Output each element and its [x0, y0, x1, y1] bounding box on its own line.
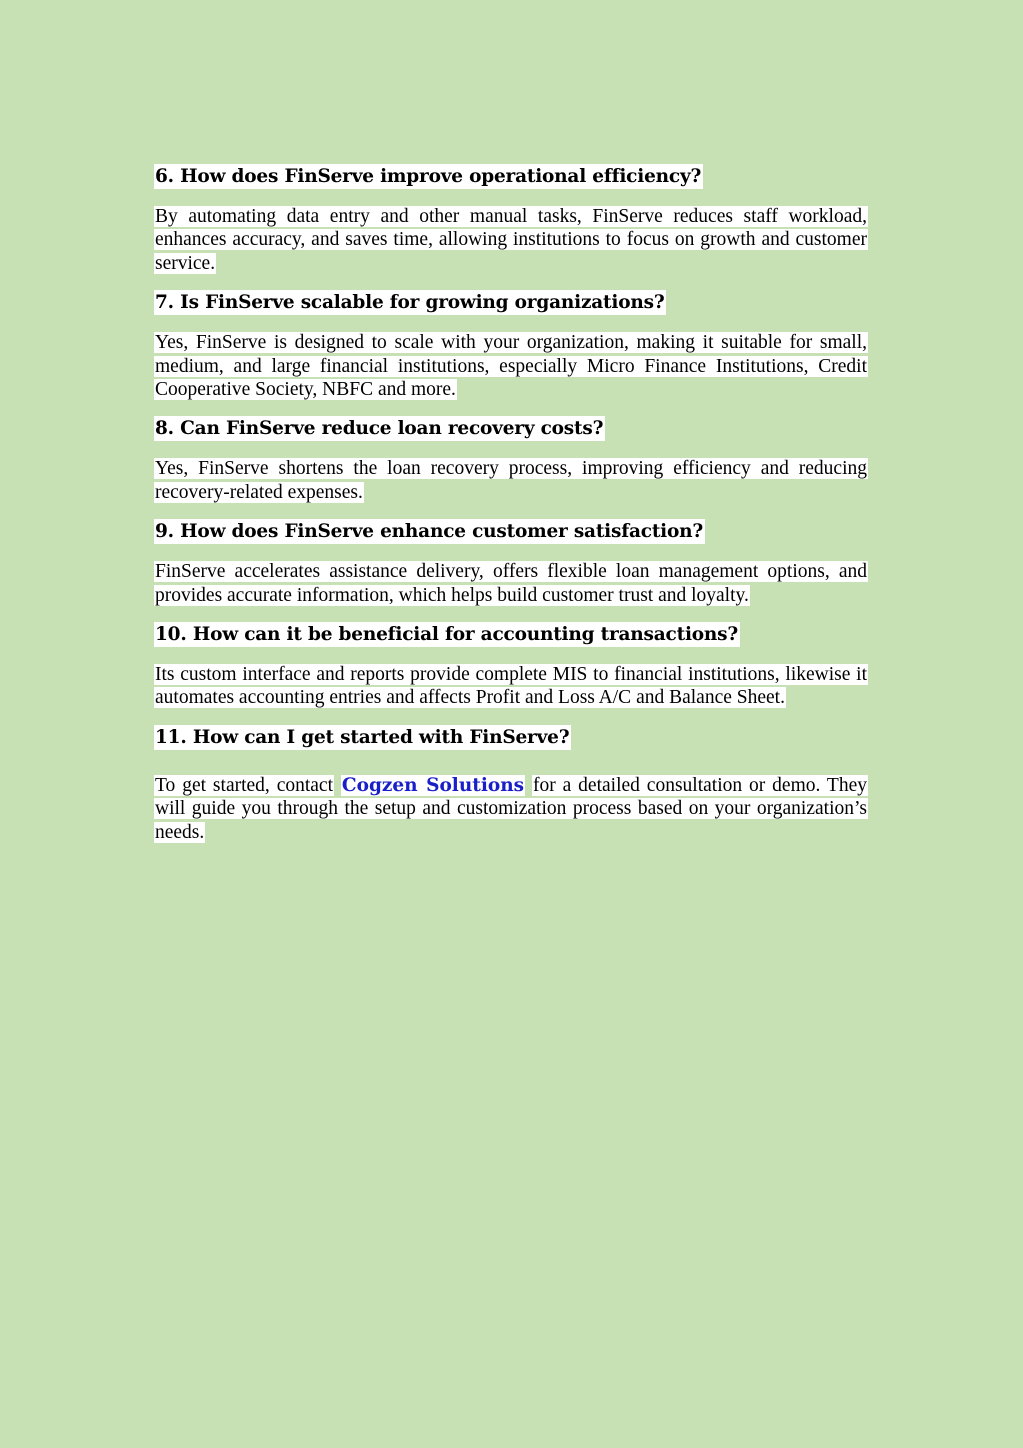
faq-question: [154, 621, 868, 649]
faq-question-text: 10. How can it be beneficial for accounting transactions?: [155, 624, 739, 646]
faq-question: [154, 518, 868, 546]
faq-answer-text: FinServe accelerates assistance delivery, offers flexible loan management options, and provides accurate information, which helps build customer trust and loyalty.: [155, 561, 867, 606]
faq-answer-text-before: To get started, contact: [155, 774, 333, 796]
faq-item-11: [154, 724, 868, 844]
faq-item-7: [154, 289, 868, 401]
faq-answer: [154, 457, 868, 504]
faq-question: [154, 289, 868, 317]
faq-answer: [154, 560, 868, 607]
faq-question-text: 9. How does FinServe enhance customer satisfaction?: [155, 521, 704, 543]
faq-question-text: 8. Can FinServe reduce loan recovery costs?: [155, 418, 604, 440]
faq-answer-text-after: for a detailed consultation or demo. They will guide you through the setup and customization process based on your organization’s needs.: [155, 774, 867, 843]
faq-question-text: 7. Is FinServe scalable for growing organizations?: [155, 292, 665, 314]
faq-question-text: 6. How does FinServe improve operational efficiency?: [155, 166, 702, 187]
faq-answer: [154, 774, 868, 844]
faq-item-8: [154, 415, 868, 504]
cogzen-solutions-link[interactable]: Cogzen Solutions: [341, 774, 525, 796]
faq-answer: [154, 663, 868, 710]
faq-question: [154, 163, 868, 191]
faq-item-10: [154, 621, 868, 710]
faq-answer: [154, 205, 868, 275]
faq-answer-text: Yes, FinServe shortens the loan recovery process, improving efficiency and reducing recovery-related expenses.: [155, 458, 867, 503]
faq-answer-text: By automating data entry and other manual tasks, FinServe reduces staff workload, enhances accuracy, and saves time, allowing institutions to focus on growth and customer service.: [155, 206, 867, 274]
faq-answer: [154, 331, 868, 401]
faq-item-6: [154, 163, 868, 275]
faq-item-9: [154, 518, 868, 607]
document-page: [154, 163, 868, 858]
faq-question: [154, 724, 868, 752]
faq-question: [154, 415, 868, 443]
faq-answer-text: Its custom interface and reports provide complete MIS to financial institutions, likewise it automates accounting entries and affects Profit and Loss A/C and Balance Sheet.: [155, 664, 867, 709]
faq-question-text: 11. How can I get started with FinServe?: [155, 726, 570, 748]
faq-answer-text: Yes, FinServe is designed to scale with your organization, making it suitable for small, medium, and large financial institutions, especially Micro Finance Institutions, Credit Cooperative Society, NBFC and more.: [155, 332, 867, 401]
